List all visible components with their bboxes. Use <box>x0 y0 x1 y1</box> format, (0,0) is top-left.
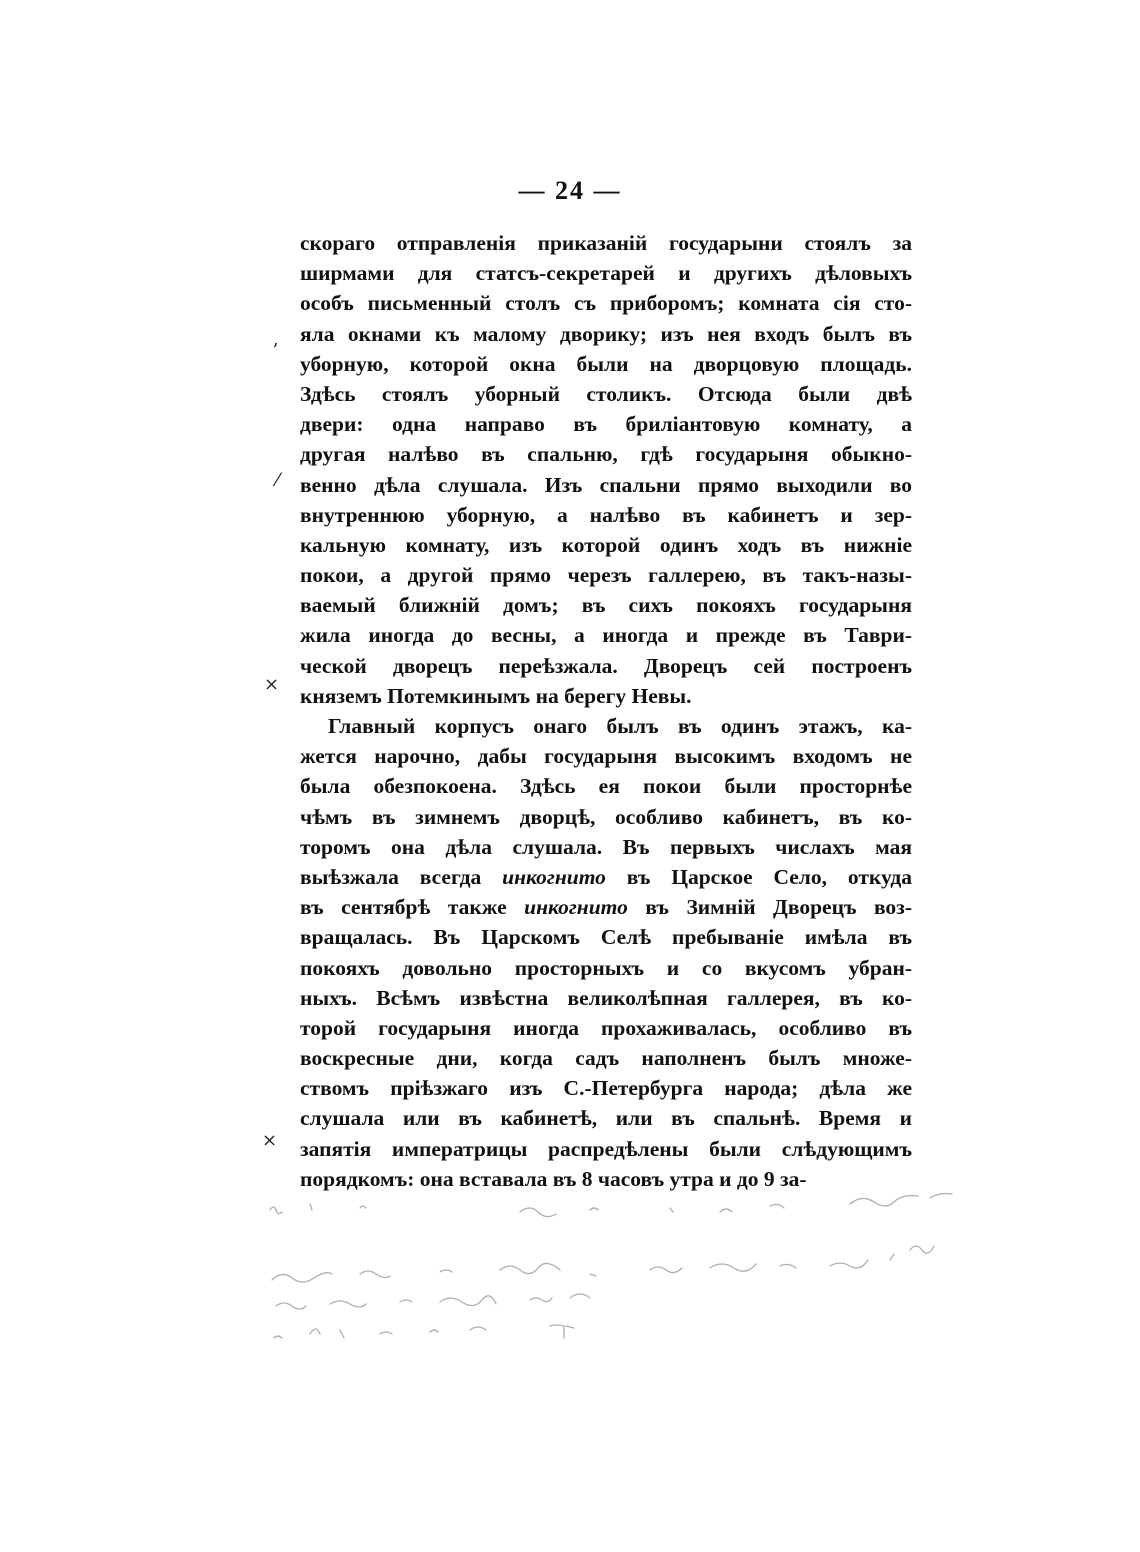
text-line: покояхъ довольно просторныхъ и со вкусомъ убран- <box>300 955 912 980</box>
text-span: въ сентябрѣ также <box>300 895 525 920</box>
text-line: жила иногда до весны, а иногда и прежде въ Таври- <box>300 623 912 648</box>
text-line: запятія императрицы распредѣлены были слѣдующимъ <box>300 1136 912 1161</box>
text-line: ческой дворецъ переѣзжала. Дворецъ сей построенъ <box>300 653 912 678</box>
text-line: особъ письменный столъ съ приборомъ; комната сія сто- <box>300 291 912 316</box>
text-line: Здѣсь стоялъ уборный столикъ. Отсюда были двѣ <box>300 381 912 406</box>
text-line: другая налѣво въ спальню, гдѣ государыня обыкно- <box>300 442 912 467</box>
text-line: была обезпокоена. Здѣсь ея покои были просторнѣе <box>300 774 912 799</box>
text-line-with-italic <box>300 892 912 922</box>
text-line: ширмами для статсъ-секретарей и другихъ дѣловыхъ <box>300 261 912 286</box>
paragraph-1 <box>300 228 912 711</box>
text-line: княземъ Потемкинымъ на берегу Невы. <box>300 683 692 708</box>
text-line: двери: одна направо въ бриліантовую комнату, а <box>300 412 912 437</box>
text-line: внутреннюю уборную, а налѣво въ кабинетъ и зер- <box>300 502 912 527</box>
margin-mark: ʼ <box>272 340 278 361</box>
text-line: ныхъ. Всѣмъ извѣстна великолѣпная галлерея, въ ко- <box>300 985 912 1010</box>
margin-mark: ⁄ <box>276 470 280 491</box>
text-line: Главный корпусъ онаго былъ въ одинъ этажъ, ка- <box>328 714 912 738</box>
text-line: венно дѣла слушала. Изъ спальни прямо выходили во <box>300 472 912 497</box>
pencil-handwriting-scribble <box>250 1190 1010 1360</box>
margin-mark: × <box>262 1130 278 1151</box>
text-line: яла окнами къ малому дворику; изъ нея входъ былъ въ <box>300 321 912 346</box>
margin-mark: × <box>264 674 280 695</box>
text-line: уборную, которой окна были на дворцовую площадь. <box>300 351 912 376</box>
text-line: порядкомъ: она вставала въ 8 часовъ утра и до 9 за- <box>300 1166 807 1191</box>
italic-word: инкогнито <box>524 895 628 920</box>
text-line: чѣмъ въ зимнемъ дворцѣ, особливо кабинетъ, въ ко- <box>300 804 912 829</box>
text-line: торой государыня иногда прохаживалась, особливо въ <box>300 1015 912 1040</box>
text-line: слушала или въ кабинетѣ, или въ спальнѣ. Время и <box>300 1106 912 1131</box>
text-line: жется нарочно, дабы государыня высокимъ входомъ не <box>300 744 912 769</box>
text-line: ствомъ пріѣзжаго изъ С.-Петербурга народа; дѣла же <box>300 1076 912 1101</box>
text-line: кальную комнату, изъ которой одинъ ходъ въ нижніе <box>300 532 912 557</box>
italic-word: инкогнито <box>502 864 606 889</box>
text-span: въ Зимній Дворецъ воз- <box>627 895 912 920</box>
text-line: скораго отправленія приказаній государыни стоялъ за <box>300 231 912 255</box>
text-line: торомъ она дѣла слушала. Въ первыхъ числахъ мая <box>300 834 912 859</box>
page-number: — 24 — <box>518 176 622 205</box>
text-line: вращалась. Въ Царскомъ Селѣ пребываніе имѣла въ <box>300 925 912 950</box>
paragraph-2 <box>300 711 912 1194</box>
text-span: въ Царское Село, откуда <box>605 864 912 889</box>
body-text <box>300 228 912 1194</box>
text-line: ваемый ближній домъ; въ сихъ покояхъ государыня <box>300 593 912 618</box>
text-line: воскресные дни, когда садъ наполненъ былъ множе- <box>300 1046 912 1071</box>
text-line: покои, а другой прямо черезъ галлерею, въ такъ-назы- <box>300 563 912 588</box>
text-span: выѣзжала всегда <box>300 864 503 889</box>
text-line-with-italic <box>300 862 912 892</box>
